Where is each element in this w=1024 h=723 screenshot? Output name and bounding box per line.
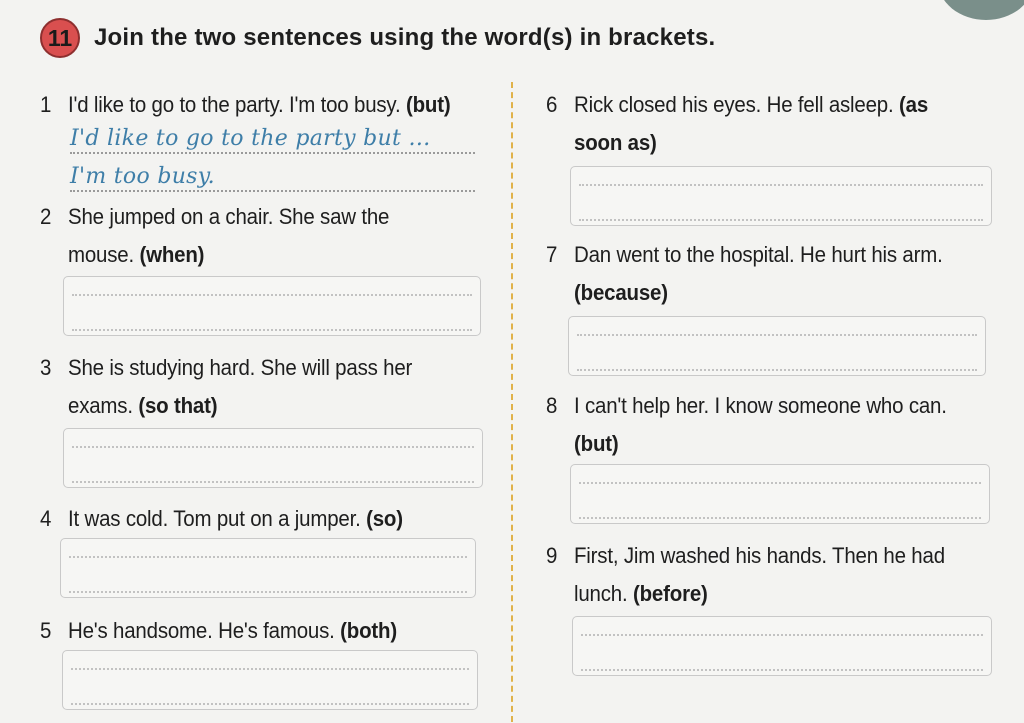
dotted-line (71, 703, 469, 705)
dotted-line (72, 294, 472, 296)
item-3-answer-box[interactable] (63, 428, 483, 488)
exercise-number-badge: 11 (40, 18, 80, 58)
item-4-answer-box[interactable] (60, 538, 476, 598)
item-1-prompt (68, 92, 450, 118)
item-number: 6 (546, 92, 558, 117)
sentence-text: exams. (68, 393, 133, 418)
bracket-word: (both) (340, 618, 397, 643)
dotted-line (71, 668, 469, 670)
exercise-instruction: Join the two sentences using the word(s) in brackets. (94, 24, 716, 51)
item-8-answer-box[interactable] (570, 464, 990, 524)
item-6-prompt-line-2: soon as) (574, 130, 657, 155)
item-2-prompt-line-1: She jumped on a chair. She saw the (68, 204, 390, 229)
item-2-prompt-line-2 (68, 242, 204, 268)
item-number: 5 (40, 618, 52, 643)
item-2-answer-box[interactable] (63, 276, 481, 336)
dotted-line (579, 184, 983, 186)
dotted-line (72, 481, 474, 483)
dotted-line (577, 369, 977, 371)
dotted-line (72, 446, 474, 448)
dotted-line (581, 634, 983, 636)
item-7-prompt-line-1: Dan went to the hospital. He hurt his arm. (574, 242, 943, 267)
dotted-line (69, 556, 467, 558)
dotted-line (579, 219, 983, 221)
sentence-text: He's handsome. He's famous. (68, 618, 335, 643)
sentence-text: lunch. (574, 581, 628, 606)
bracket-word: (so that) (138, 393, 218, 418)
item-5-answer-box[interactable] (62, 650, 478, 710)
item-number: 3 (40, 355, 52, 380)
item-4-prompt (68, 506, 403, 532)
bracket-word: (so) (366, 506, 403, 531)
item-number: 7 (546, 242, 558, 267)
dotted-line (579, 482, 981, 484)
corner-decoration (938, 0, 1024, 20)
item-9-prompt-line-1: First, Jim washed his hands. Then he had (574, 543, 945, 568)
item-3-prompt-line-2 (68, 393, 217, 419)
item-number: 8 (546, 393, 558, 418)
item-number: 4 (40, 506, 52, 531)
bracket-word: (as (899, 92, 929, 117)
column-divider (511, 82, 513, 722)
item-9-prompt-line-2 (574, 581, 708, 607)
item-1-answer-line-2[interactable]: I'm too busy. (70, 164, 475, 192)
item-8-prompt-line-2: (but) (574, 431, 619, 456)
sentence-text: mouse. (68, 242, 134, 267)
sentence-text: I'd like to go to the party. I'm too busy. (68, 92, 401, 117)
item-7-prompt-line-2: (because) (574, 280, 668, 305)
bracket-word: (when) (139, 242, 205, 267)
dotted-line (577, 334, 977, 336)
item-number: 2 (40, 204, 52, 229)
dotted-line (581, 669, 983, 671)
sentence-text: It was cold. Tom put on a jumper. (68, 506, 361, 531)
item-number: 9 (546, 543, 558, 568)
item-9-answer-box[interactable] (572, 616, 992, 676)
item-3-prompt-line-1: She is studying hard. She will pass her (68, 355, 413, 380)
sentence-text: Rick closed his eyes. He fell asleep. (574, 92, 894, 117)
item-8-prompt-line-1: I can't help her. I know someone who can. (574, 393, 947, 418)
item-1-answer-line-1[interactable]: I'd like to go to the party but … (70, 126, 475, 154)
item-7-answer-box[interactable] (568, 316, 986, 376)
dotted-line (69, 591, 467, 593)
item-5-prompt (68, 618, 397, 644)
item-6-prompt-line-1 (574, 92, 928, 118)
bracket-word: (before) (632, 581, 708, 606)
dotted-line (579, 517, 981, 519)
item-number: 1 (40, 92, 52, 117)
bracket-word: (but) (405, 92, 451, 117)
dotted-line (72, 329, 472, 331)
item-6-answer-box[interactable] (570, 166, 992, 226)
